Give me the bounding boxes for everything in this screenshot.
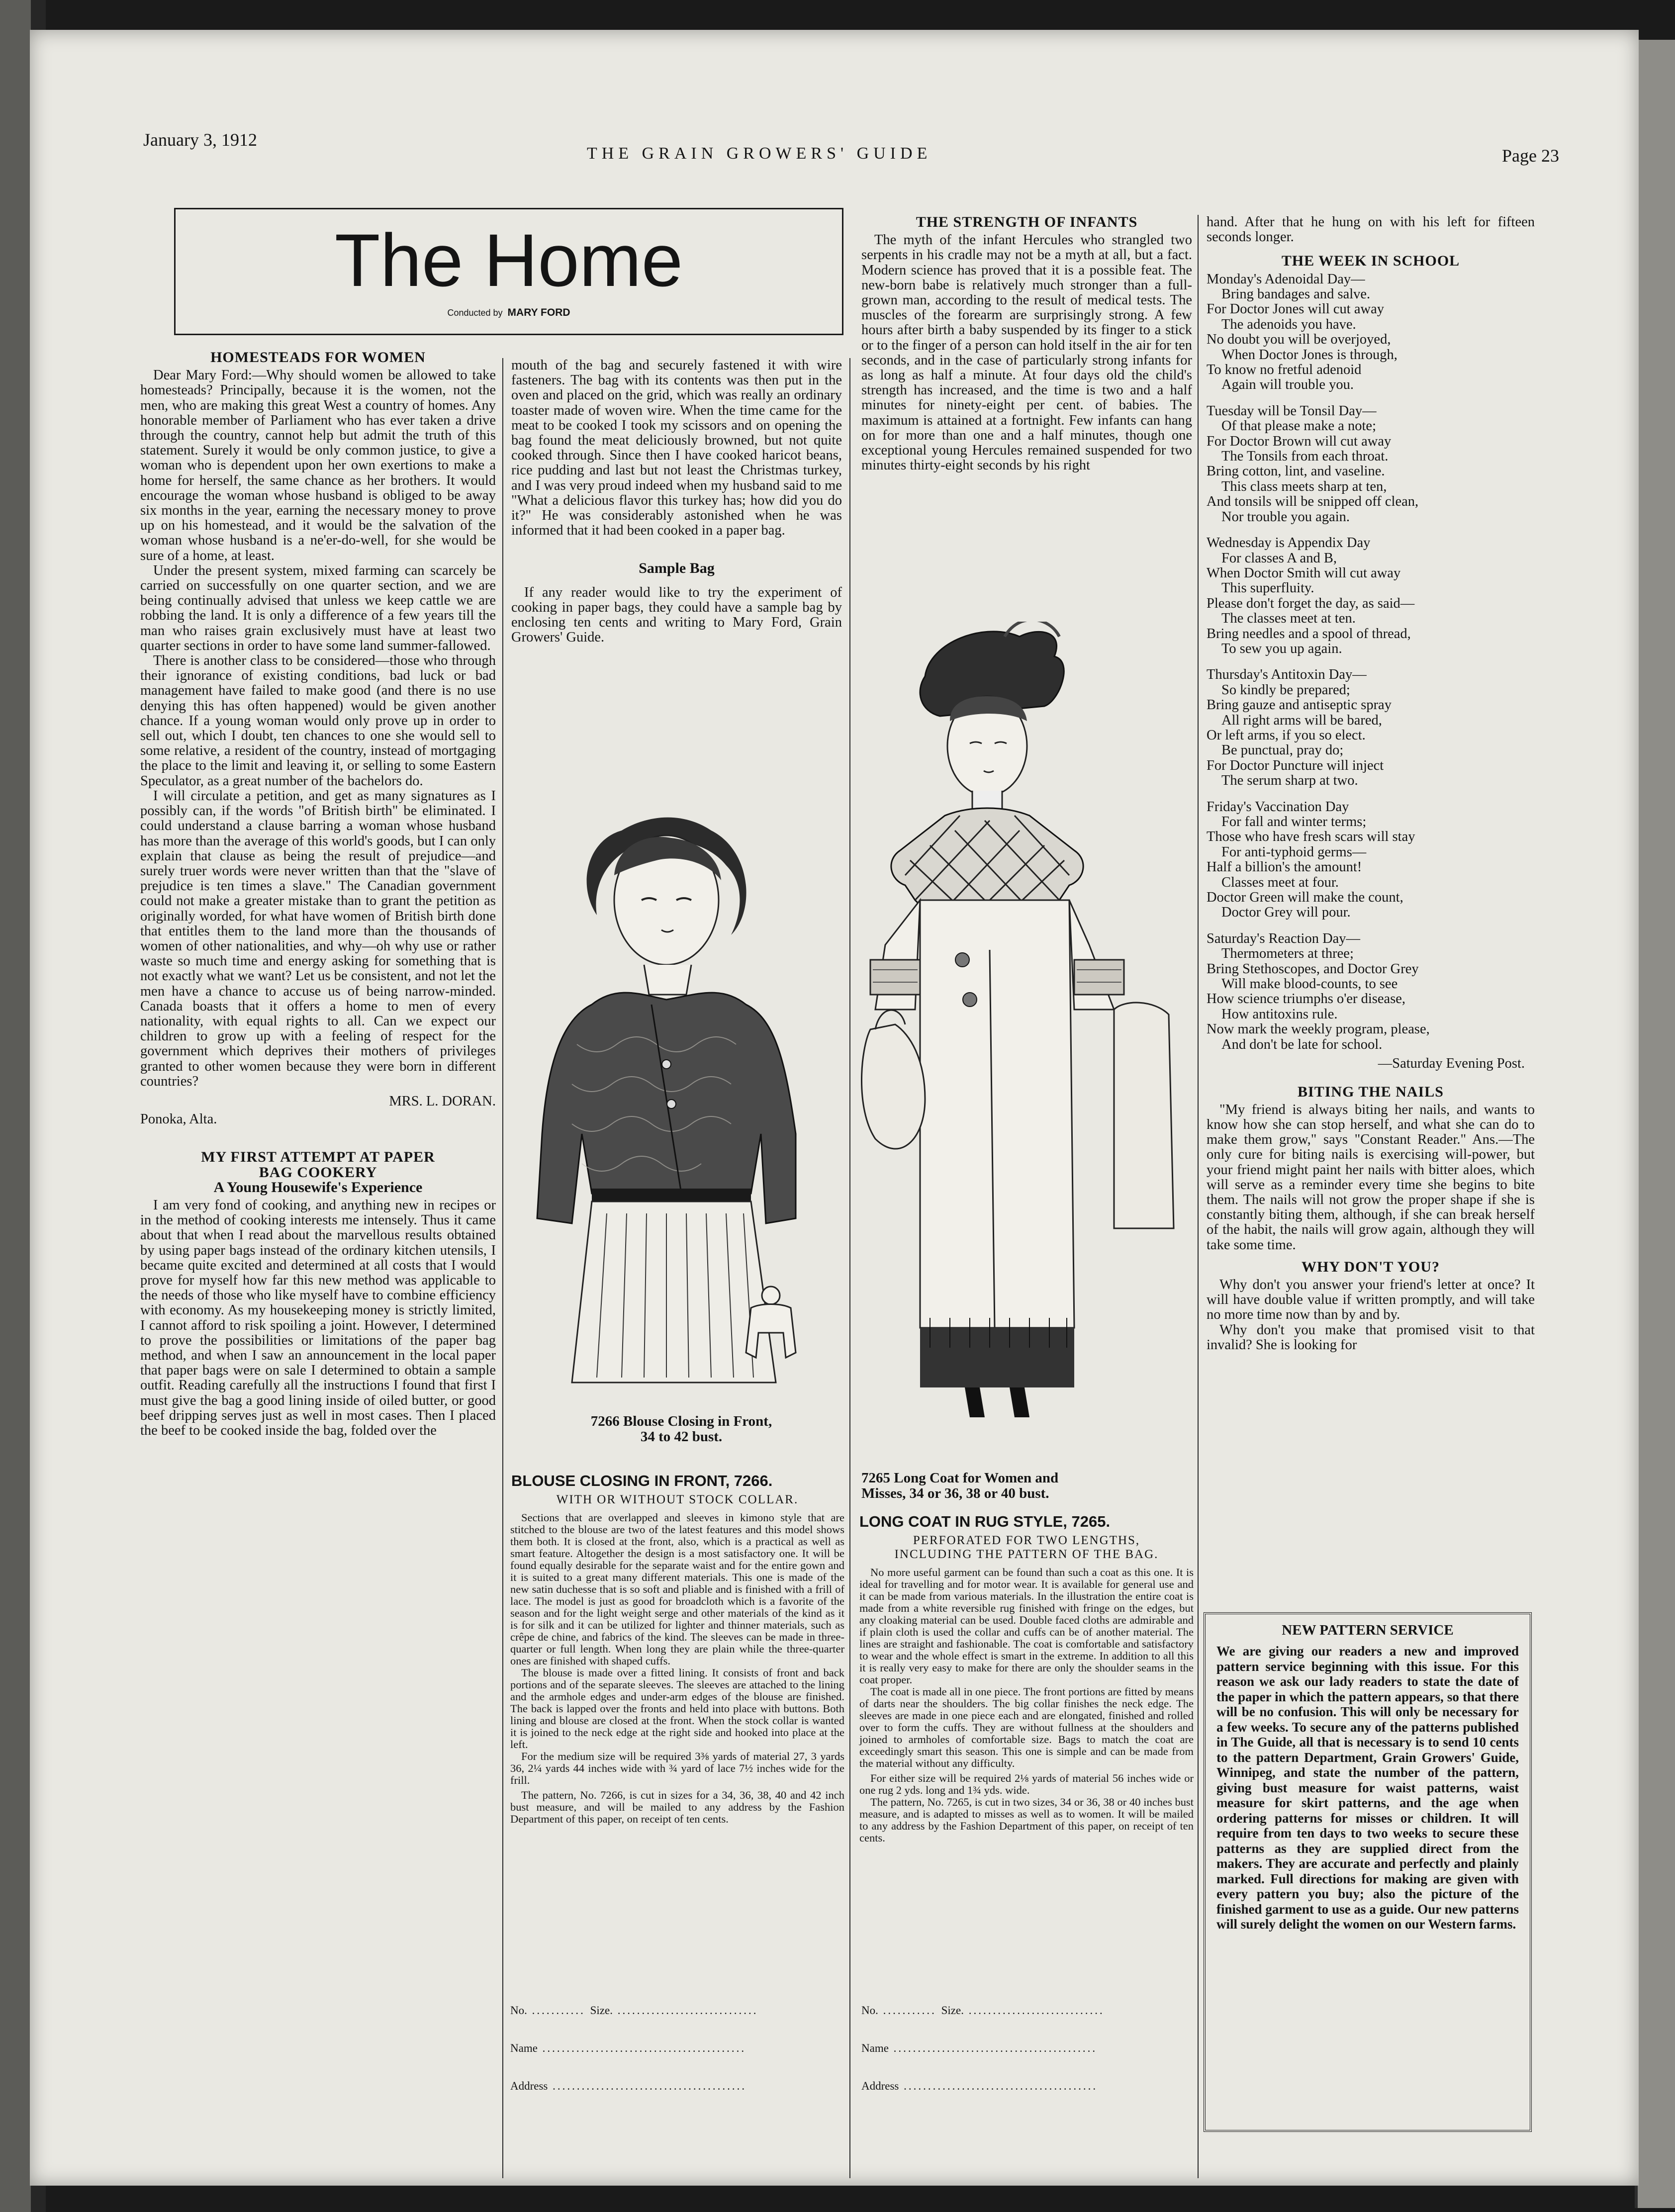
blouse-form-address-label: Address — [510, 2080, 548, 2092]
paper-bag-subheading: A Young Housewife's Experience — [213, 1179, 423, 1196]
poem-line: To sew you up again. — [1221, 641, 1342, 656]
blouse-form-no-label: No. — [510, 2004, 527, 2017]
homesteads-place: Ponoka, Alta. — [140, 1111, 217, 1127]
blouse-pattern-subtitle: WITH OR WITHOUT STOCK COLLAR. — [556, 1493, 799, 1506]
poem-line: The Tonsils from each throat. — [1221, 449, 1389, 464]
poem-line: Thermometers at three; — [1221, 946, 1354, 962]
blouse-paragraph-2: The blouse is made over a fitted lining. It consists of front and back portions and of the separate sleeves. The sleeves are attached to the lining and the armhole edges and under-arm edges of the blouse are finished. The back is lapped over the fronts and held into place with buttons. Both lining and blouse are closed at the front. When the stock collar is wanted it is joined to the neck edge at the right side and hooked into place at the left. — [510, 1666, 844, 1751]
poem-line: Thursday's Antitoxin Day— — [1207, 667, 1367, 683]
column-rule-2 — [849, 358, 850, 2178]
coat-paragraph-2: The coat is made all in one piece. The front portions are fitted by means of darts near the shoulders. The big collar finishes the neck edge. The sleeves are made in one piece each and are elongated, finished and rolled over to form the cuffs. They are without fullness at the shoulders and joined to armholes of comfortable size. Bags to match the coat are exceedingly smart this season. This one is simple and can be made from the material without any difficulty. — [859, 1685, 1194, 1769]
poem-line: Bring cotton, lint, and vaseline. — [1207, 463, 1385, 479]
poem-line: And don't be late for school. — [1221, 1036, 1383, 1052]
poem-line: Classes meet at four. — [1221, 874, 1339, 890]
poem-line: So kindly be prepared; — [1221, 682, 1350, 698]
section-title-box — [174, 208, 843, 335]
biting-nails-text: "My friend is always biting her nails, and wants to know how she can stop herself, and what she can do to make them grow," says "Constant Reader." Ans.—The only cure for biting nails is exercising will-power, but your friend might paint her nails with bitter aloes, which will serve as a reminder every time she begins to bite them. The nails will not grow the proper shape if she is constantly biting them, although, if she can break herself of the habit, the nails will grow again, although they will take some time. — [1207, 1102, 1535, 1253]
blouse-pattern-description — [510, 1512, 844, 1825]
coat-paragraph-1: No more useful garment can be found than such a coat as this one. It is ideal for travelling and for motor wear. It is available for general use and it can be made from various materials. In the illustration the entire coat is made from a white reversible rug finished with fringe on the edges, but any cloaking material can be used. Double faced cloths are admirable and if plain cloth is used the collar and cuffs can be of another material. The lines are straight and fashionable. The coat is comfortable and satisfactory to wear and the whole effect is smart in the extreme. In addition to all this it is really very easy to make for there are only the shoulder seams in the coat proper. — [859, 1566, 1194, 1686]
poem-line: For fall and winter terms; — [1221, 814, 1367, 830]
poem-line: The adenoids you have. — [1221, 316, 1356, 332]
blouse-paragraph-1: Sections that are overlapped and sleeves in kimono style that are stitched to the blouse are two of the latest features and this model shows them both. It is closed at the front, also, which is a practical as well as smart feature. Altogether the design is a most satisfactory one. It will be found equally desirable for the separate waist and for the entire gown and it is suited to a great many different materials. This one is made of the new satin duchesse that is so soft and pliable and is finished with a frill of lace. The model is just as good for broadcloth which is a favorite of the season and for the light weight serge and other materials of the kind as it is for silk and it can be utilized for lighter and thinner materials, such as crêpe de chine, and fabrics of the kind. The sleeves can be made in three-quarter or full length. When long they are plain while the three-quarter ones are finished with shaped cuffs. — [510, 1511, 844, 1667]
sample-bag-text: If any reader would like to try the experiment of cooking in paper bags, they could have a sample bag by enclosing ten cents and writing to Mary Ford, Grain Growers' Guide. — [511, 584, 842, 645]
poem-line: Monday's Adenoidal Day— — [1207, 271, 1365, 287]
coat-caption-line-1: 7265 Long Coat for Women and — [861, 1470, 1059, 1486]
poem-stanza — [1207, 931, 1535, 1052]
coat-form-address-label: Address — [861, 2080, 899, 2092]
poem-line: Bring Stethoscopes, and Doctor Grey — [1207, 961, 1419, 977]
poem-line: Bring needles and a spool of thread, — [1207, 626, 1411, 642]
coat-caption — [861, 1471, 1170, 1501]
homesteads-paragraph-2: Under the present system, mixed farming can scarcely be carried on successfully on one quarter section, and we are being continually advised that unless we keep cattle we are robbing the land. It is only a difference of a few years till the man who raises grain exclusively must have at least two quarter sections in order to have some land summer-fallowed. — [140, 562, 496, 653]
poem-line: All right arms will be bared, — [1221, 712, 1382, 728]
pattern-service-notice — [1204, 1612, 1532, 2132]
scanner-right-edge — [1635, 40, 1675, 2208]
poem-line: Or left arms, if you so elect. — [1207, 727, 1366, 743]
page-number: Page 23 — [1502, 146, 1559, 166]
poem-line: Now mark the weekly program, please, — [1207, 1021, 1430, 1037]
homesteads-signature: MRS. L. DORAN. — [389, 1093, 496, 1109]
coat-pattern-description — [859, 1567, 1194, 1844]
homesteads-paragraph-3: There is another class to be considered—those who through their ignorance of existing conditions, bad luck or bad management have failed to make good (and there is no use denying this has often happened) would be given another chance. If a young woman would only prove up in order to sell out, which I doubt, ten chances to one she would sell to some relative, a resident of the country, instead of mortgaging the place to the limit and leaving it, or selling to some Eastern Speculator, as a great number of the bachelors do. — [140, 653, 496, 789]
conductor-name: MARY FORD — [507, 307, 570, 318]
blouse-paragraph-3: For the medium size will be required 3⅜ yards of material 27, 3 yards 36, 2¼ yards 44 inches wide with ¾ yard of lace 7½ inches wide for the frill. — [510, 1750, 844, 1786]
pattern-service-heading: NEW PATTERN SERVICE — [1282, 1622, 1454, 1638]
poem-line: How science triumphs o'er disease, — [1207, 991, 1406, 1007]
week-in-school-heading: THE WEEK IN SCHOOL — [1281, 253, 1460, 270]
poem-line: Again will trouble you. — [1221, 377, 1354, 393]
pattern-service-text: We are giving our readers a new and improved pattern service beginning with this issue. For this reason we ask our lady readers to state the date of the paper in which the pattern appears, so that there will be no confusion. This will only be necessary for a few weeks. To secure any of the patterns published in The Guide, all that is necessary is to send 10 cents to the pattern Department, Grain Growers' Guide, Winnipeg, and state the number of the pattern, giving bust measure for waist patterns, waist measure for skirt patterns, and the age when ordering patterns for misses or children. It will require from ten days to two weeks to secure these patterns as they are supplied direct from the makers. They are accurate and perfectly and plainly marked. Full directions for making are given with every pattern you buy; also the picture of the finished garment to use as a guide. Our new patterns will surely delight the women on our Western farms. — [1216, 1644, 1519, 1932]
poem-line: To know no fretful adenoid — [1207, 362, 1362, 378]
homesteads-paragraph-4: I will circulate a petition, and get as many signatures as I possibly can, if the words "of British birth" be eliminated. I could understand a clause barring a woman whose husband has more than the average of this world's goods, but I can only explain that clause as being the result of prejudice—and surely truer words were never written than that the "slave of prejudice is ten times a slave." The Canadian government could not make a greater mistake than to grant the petition as originally worded, for what have women of British birth done that entitles them to the land more than the thousands of women of other nationalities, and why—oh why use or rather waste so much time and energy asking for something that is not exactly what we want? Let us be consistent, and not let the men have a chance to accuse us of being narrow-minded. Canada boasts that it offers a home to men of every nationality, with equal rights to all. Can we expect our children to grow up with a feeling of respect for the government which deprives their mothers of privileges granted to other women because they were born in different countries? — [140, 788, 496, 1089]
running-title: THE GRAIN GROWERS' GUIDE — [587, 144, 932, 163]
poem-stanza — [1207, 404, 1535, 525]
strength-continued: hand. After that he hung on with his left for fifteen seconds longer. — [1207, 214, 1535, 245]
coat-order-form — [861, 2004, 1190, 2093]
column-2-top — [511, 358, 842, 645]
poem-line: Tuesday will be Tonsil Day— — [1207, 403, 1377, 419]
coat-form-row-3: Address ........................................ — [861, 2080, 1098, 2092]
sample-bag-heading: Sample Bag — [639, 560, 715, 577]
week-in-school-poem — [1207, 272, 1535, 1053]
poem-line: This superfluity. — [1221, 580, 1314, 596]
column-3-top — [861, 215, 1192, 473]
column-rule-3 — [1198, 215, 1199, 2178]
poem-stanza — [1207, 272, 1535, 393]
paper-bag-paragraph-1: I am very fond of cooking, and anything new in recipes or in the method of cooking interests me intensely. Thus it came about that when I read about the marvellous results obtained by using paper bags instead of the ordinary kitchen utensils, I became quite excited and determined at all costs that I would prove for myself how far this new method was applicable to the needs of those who like myself have to combine efficiency with economy. As my housekeeping money is strictly limited, I cannot afford to risk spoiling a joint. However, I determined to prove the possibilities or limitations of the paper bag method, and when I saw an announcement in the local paper that paper bags were on sale I determined to obtain a sample outfit. Reading carefully all the instructions I found that first I must give the bag a good lining inside of oiled butter, or good beef dripping serves just as well in most cases. Then I placed the beef to be cooked inside the bag, folded over the — [140, 1197, 496, 1439]
coat-caption-line-2: Misses, 34 or 36, 38 or 40 bust. — [861, 1485, 1049, 1501]
poem-line: No doubt you will be overjoyed, — [1207, 332, 1391, 348]
poem-line: Of that please make a note; — [1221, 418, 1376, 434]
paper-bag-heading-line-2: BAG COOKERY — [259, 1164, 377, 1181]
blouse-order-form — [510, 2004, 838, 2093]
homesteads-paragraph-1: Dear Mary Ford:—Why should women be allowed to take homesteads? Principally, because it is the women, not the men, who are making this great West a country of homes. Any honorable member of Parliament who has ever taken a drive through the country, cannot help but admit the truth of this statement. Surely it would be only common justice, to give a woman who is dependent upon her own exertions to make a home for herself, the same chance as her brothers. It would encourage the woman whose husband is obliged to be away six months in the year, earning the necessary money to prove up on his homestead, and it would be the salvation of the woman whose husband is a ne'er-do-well, for she would be sure of a home, at least. — [140, 368, 496, 563]
poem-line: When Doctor Jones is through, — [1221, 347, 1397, 363]
coat-pattern-title: LONG COAT IN RUG STYLE, 7265. — [859, 1513, 1111, 1530]
poem-line: When Doctor Smith will cut away — [1207, 565, 1401, 581]
blouse-paragraph-4: The pattern, No. 7266, is cut in sizes for a 34, 36, 38, 40 and 42 inch bust measure, and will be mailed to any address by the Fashion Department of this paper, on receipt of ten cents. — [510, 1789, 844, 1825]
poem-line: For classes A and B, — [1221, 550, 1337, 566]
poem-line: How antitoxins rule. — [1221, 1006, 1338, 1022]
poem-line: For Doctor Brown will cut away — [1207, 433, 1392, 449]
coat-form-name-label: Name — [861, 2042, 889, 2054]
biting-nails-heading: BITING THE NAILS — [1298, 1083, 1444, 1100]
newspaper-page — [30, 30, 1639, 2186]
coat-illustration — [855, 622, 1199, 1467]
coat-form-no-label: No. — [861, 2004, 878, 2017]
poem-line: Nor trouble you again. — [1221, 509, 1350, 525]
blouse-illustration — [517, 786, 836, 1407]
poem-line: Bring bandages and salve. — [1221, 286, 1371, 302]
poem-line: Friday's Vaccination Day — [1207, 799, 1349, 815]
poem-line: For anti-typhoid germs— — [1221, 844, 1367, 860]
blouse-pattern-block — [510, 1472, 844, 1825]
poem-line: Will make blood-counts, to see — [1221, 976, 1398, 992]
poem-line: Half a billion's the amount! — [1207, 859, 1362, 875]
why-dont-you-paragraph-2: Why don't you make that promised visit to that invalid? She is looking for — [1207, 1322, 1535, 1353]
poem-line: Doctor Grey will pour. — [1221, 905, 1351, 921]
strength-heading: THE STRENGTH OF INFANTS — [916, 214, 1138, 230]
poem-line: For Doctor Puncture will inject — [1207, 757, 1384, 773]
coat-paragraph-3: For either size will be required 2⅛ yards of material 56 inches wide or one rug 2 yds. long and 1¾ yds. wide. — [859, 1772, 1194, 1796]
poem-line: Be punctual, pray do; — [1221, 742, 1344, 758]
poem-line: Bring gauze and antiseptic spray — [1207, 697, 1392, 713]
poem-line: The classes meet at ten. — [1221, 611, 1356, 627]
poem-stanza — [1207, 800, 1535, 921]
poem-line: Those who have fresh scars will stay — [1207, 829, 1415, 845]
coat-form-size-label: Size. — [941, 2004, 964, 2017]
blouse-form-row-2: Name .......................................... — [510, 2042, 746, 2054]
blouse-caption — [532, 1414, 831, 1445]
why-dont-you-heading: WHY DON'T YOU? — [1302, 1258, 1440, 1275]
section-title: The Home — [334, 218, 683, 302]
blouse-form-name-label: Name — [510, 2042, 538, 2054]
poem-source: —Saturday Evening Post. — [1378, 1056, 1525, 1072]
poem-line: The serum sharp at two. — [1221, 773, 1358, 789]
column-1 — [140, 346, 496, 1438]
why-dont-you-paragraph-1: Why don't you answer your friend's letter at once? It will have double value if written promptly, and will take no more time now than by and by. — [1207, 1277, 1535, 1323]
column-rule-1 — [502, 358, 503, 2178]
issue-date: January 3, 1912 — [143, 130, 257, 150]
poem-line: This class meets sharp at ten, — [1221, 478, 1387, 494]
poem-line: Doctor Green will make the count, — [1207, 890, 1403, 906]
scanner-left-margin — [0, 0, 31, 2212]
coat-form-row-2: Name .......................................... — [861, 2042, 1098, 2054]
blouse-pattern-title: BLOUSE CLOSING IN FRONT, 7266. — [511, 1472, 773, 1489]
coat-pattern-block — [859, 1513, 1194, 1844]
poem-line: And tonsils will be snipped off clean, — [1207, 494, 1419, 510]
coat-paragraph-4: The pattern, No. 7265, is cut in two sizes, 34 or 36, 38 or 40 inches bust measure, and is adapted to misses as well as to women. It will be mailed to any address by the Fashion Department of this paper, on receipt of ten cents. — [859, 1796, 1194, 1844]
paper-bag-paragraph-2: mouth of the bag and securely fastened it with wire fasteners. The bag with its contents was then put in the oven and placed on the grid, which was really an ordinary toaster made of woven wire. When the time came for the meat to be cooked I took my scissors and on opening the bag found the meat deliciously browned, but not quite cooked through. Since then I have cooked haricot beans, rice pudding and last but not least the Christmas turkey, and I was very proud indeed when my husband said to me "What a delicious flavor this turkey has; how did you do it?" He was considerably astonished when he was informed that it had been cooked in a paper bag. — [511, 358, 842, 539]
poem-line: For Doctor Jones will cut away — [1207, 301, 1384, 317]
homesteads-heading: HOMESTEADS FOR WOMEN — [210, 349, 426, 366]
strength-text: The myth of the infant Hercules who strangled two serpents in his cradle may not be a myth at all, but a fact. Modern science has proved that it is a possible feat. The new-born babe is relatively much stronger than a full-grown man, according to the result of medical tests. The muscles of the forearm are surprisingly strong. A few hours after birth a baby suspended by its finger to a stick or to the finger of a person can hold itself in the air for ten seconds, and in the case of particularly strong infants for as long as half a minute. At four days old the child's strength has increased, and the time is two and a half minutes for ninety-eight per cent. of babies. The maximum is attained at a fortnight. Few infants can hang on for more than one and a half minutes, though one exceptional young Hercules remained suspended for two minutes thirty-eight seconds by his right — [861, 232, 1192, 473]
blouse-caption-line-1: 7266 Blouse Closing in Front, — [590, 1413, 772, 1429]
paper-bag-heading-line-1: MY FIRST ATTEMPT AT PAPER — [201, 1149, 435, 1166]
blouse-form-row-3: Address ........................................ — [510, 2080, 747, 2092]
coat-pattern-subtitle-1: PERFORATED FOR TWO LENGTHS, — [913, 1534, 1140, 1547]
blouse-caption-line-2: 34 to 42 bust. — [640, 1429, 723, 1445]
blouse-form-size-label: Size. — [590, 2004, 613, 2017]
conducted-label: Conducted by — [447, 308, 503, 318]
coat-pattern-subtitle-2: INCLUDING THE PATTERN OF THE BAG. — [894, 1548, 1159, 1561]
coat-form-row-1: No. ........... Size. ............................ — [861, 2004, 1105, 2017]
column-4 — [1207, 215, 1535, 1353]
blouse-form-row-1: No. ........... Size. ............................. — [510, 2004, 758, 2017]
poem-line: Please don't forget the day, as said— — [1207, 595, 1415, 611]
section-byline — [176, 307, 842, 319]
poem-stanza — [1207, 667, 1535, 788]
poem-stanza — [1207, 536, 1535, 656]
poem-line: Wednesday is Appendix Day — [1207, 535, 1371, 551]
poem-line: Saturday's Reaction Day— — [1207, 930, 1361, 946]
